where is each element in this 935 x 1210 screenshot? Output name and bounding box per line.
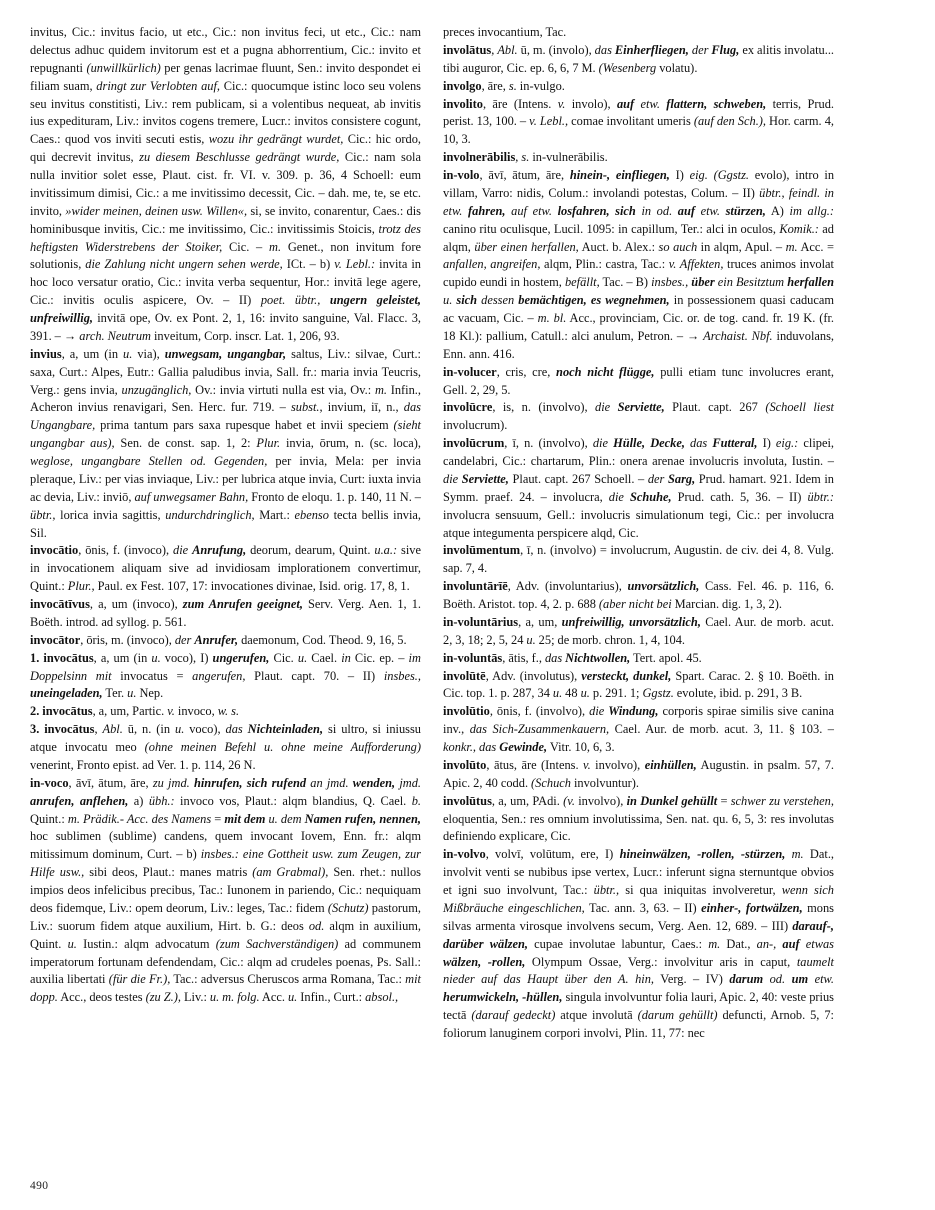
dictionary-entry: invocātor, ōris, m. (invoco), der Anrufer, daemonum, Cod. Theod. 9, 16, 5.: [30, 632, 407, 647]
dictionary-entry: involgo, āre, s. in-vulgo.: [443, 78, 565, 93]
dictionary-entry: invocātīvus, a, um (invoco), zum Anrufen geeignet, Serv. Verg. Aen. 1, 1. Boëth. introd. ad syllog. p. 561.: [30, 597, 421, 629]
dictionary-entry: involūtē, Adv. (involutus), versteckt, dunkel, Spart. Carac. 2. § 10. Boëth. in Cic. top. 1. p. 287, 34 u. 48 u. p. 291. 1; Ggstz. evolute, ibid. p. 291, 3 B.: [443, 668, 834, 701]
dictionary-entry: in-voco, āvī, ātum, āre, zu jmd. hinrufen, sich rufend an jmd. wenden, jmd. anrufen, anflehen, a) übh.: invoco vos, Plaut.: alqm blandius, Q. Cael. b. Quint.: m. Prädik.- Acc. des Namens = mit dem u. dem Namen rufen, nennen, hoc sublimen (sublime) candens, quem invocant Iovem, Enn. fr.: alqm mitissimum dominum, Curt. – b) insbes.: eine Gottheit usw. zum Zeugen, zur Hilfe usw., sibi deos, Plaut.: manes matris (am Grabmal), Sen. rhet.: nullos impios deos infelicibus precibus, Tac.: Iunonem in pariendo, Cic.: nequiquam deos fidemque, Liv.: opem deorum, Liv.: leges, Tac.: fidem (Schutz) pastorum, Liv.: suorum fidem atque auxilium, Hirt. b. G.: deos od. alqm in auxilium, Quint. u. Iustin.: alqm advocatum (zum Sachverständigen) ad communem imperatorum fortunam defendendam, Cic.: alqm ad crudeles poenas, Ps. Sall.: auxilia libertati (für die Fr.), Tac.: adversus Cheruscos arma Romana, Tac.: mit dopp. Acc., deos testes (zu Z.), Liv.: u. m. folg. Acc. u. Infin., Curt.: absol.,: [30, 775, 422, 1005]
dictionary-entry: involuntārīē, Adv. (involuntarius), unvorsätzlich, Cass. Fel. 46. p. 116, 6. Boëth. Aristot. top. 4, 2. p. 688 (aber nicht bei Marcian. dig. 1, 3, 2).: [443, 579, 834, 611]
page-columns: [30, 24, 906, 1174]
dictionary-entry: involūmentum, ī, n. (involvo) = involucrum, Augustin. de civ. dei 4, 8. Vulg. sap. 7, 4.: [443, 543, 834, 576]
dictionary-entry: preces invocantium, Tac.: [443, 25, 567, 39]
dictionary-entry: involūcrum, ī, n. (involvo), die Hülle, Decke, das Futteral, I) eig.: clipei, candelabri, Cic.: chartarum, Plin.: onera arenae involucris involuta, Iustin. – die Serviette, Plaut. capt. 267 Schoell. – der Sarg, Prud. hamart. 921. Idem in Symm. praef. 24. – involucra, die Schuhe, Prud. cath. 5, 36. – II) übtr.: involucra sensuum, Gell.: involucris simulationum tegi, Cic.: per involucra atque integumenta perspicere alqd, Cic.: [443, 436, 835, 540]
dictionary-entry: involito, āre (Intens. v. involo), auf etw. flattern, schweben, terris, Prud. perist. 13, 100. – v. Lebl., comae involitant umeris (auf den Sch.), Hor. carm. 4, 10, 3.: [443, 96, 834, 147]
dictionary-entry: in-voluntās, ātis, f., das Nichtwollen, Tert. apol. 45.: [443, 650, 702, 665]
dictionary-entry: involnerābilis, s. in-vulnerābilis.: [443, 150, 608, 165]
dictionary-entry: invitus, Cic.: invitus facio, ut etc., Cic.: non invitus feci, ut etc., Cic.: nam delectus adhuc quidem invitorum est et a pugna abhorrentium, Cic.: invito et repugnanti (unwillkürlich) per genas lacrimae fluunt, Sen.: invito despondet ei filiam suam, dringt zur Verlobten auf, Cic.: quocumque istinc loco seu volens seu invitus constitisti, Liv.: rem publicam, si a volentibus nequeat, ab invitis ius expedituram, Liv.: invitos cogens tremere, Lucr.: invitos consistere cogunt, Caes.: quod vos inviti secuti estis, wozu ihr gedrängt wurdet, Cic.: hic ordo, qui decrevit invitus, zu diesem Beschlusse gedrängt wurde, Cic.: nam sola nulla invitior solet esse, Plaut. cist. fr. VI. v. 309. p. 36, 4 Schoell: eum invitissimum dimisi, Cic.: a me invitissimo decessit, Cic. – dah. me, te, se etc. invito, »wider meinen, deinen usw. Willen«, si, se invito, conarentur, Caes.: dis hominibusque invitis, Cic.: me invitissimo, Cic.: invitissimis Stoicis, trotz des heftigsten Widerstrebens der Stoiker, Cic. – m. Genet., non invitum fore solutionis, die Zahlung nicht ungern sehen werde, ICt. – b) v. Lebl.: invita in hoc loco versatur oratio, Cic.: invita verba sequentur, Hor.: invitā lege agere, Cic.: invitis oculis aspicere, Ov. – II) poet. übtr., ungern geleistet, unfreiwillig, invitā ope, Ov. ex Pont. 2, 1, 16: invito sanguine, Val. Flacc. 3, 391. – → arch. Neutrum inveitum, Corp. inscr. Lat. 1, 206, 93.: [30, 25, 422, 343]
dictionary-entry: involūto, ātus, āre (Intens. v. involvo), einhüllen, Augustin. in psalm. 57, 7. Apic. 2, 40 codd. (Schuch involvuntur).: [443, 757, 835, 790]
dictionary-entry: involātus, Abl. ū, m. (involo), das Einherfliegen, der Flug, ex alitis involatu... tibi auguror, Cic. ep. 6, 6, 7 M. (Wesenberg volatu).: [443, 42, 835, 75]
dictionary-entry: involūtio, ōnis, f. (involvo), die Windung, corporis spirae similis sive canina inv., das Sich-Zusammenkauern, Cael. Aur. de morb. acut. 3, 11. § 103. – konkr., das Gewinde, Vitr. 10, 6, 3.: [443, 704, 834, 754]
dictionary-entry: invocātio, ōnis, f. (invoco), die Anrufung, deorum, dearum, Quint. u.a.: sive in invocationem aliquam sive ad invidiosam implorationem convertimur, Quint.: Plur., Paul. ex Fest. 107, 17: invocationes divinae, Isid. orig. 17, 8, 1.: [30, 543, 421, 594]
dictionary-entry: invius, a, um (in u. via), unwegsam, ungangbar, saltus, Liv.: silvae, Curt.: saxa, Curt.: Alpes, Eutr.: Gallia paludibus invia, Sall. fr.: maria invia Teucris, Verg.: gens invia, unzugänglich, Ov.: invia virtuti nulla est via, Ov.: m. Infin., Acheron invius renavigari, Sen. Herc. fur. 719. – subst., invium, iī, n., das Ungangbare, prima tantum pars saxa rupesque habet et invii speciem (sieht ungangbar aus), Sen. de const. sap. 1, 2: Plur. invia, ōrum, n. (sc. loca), weglose, ungangbare Stellen od. Gegenden, per invia, Mela: per invia pleraque, Liv.: per vias inviaque, Liv.: per lubrica atque invia, Curt: iuxta invia ac devia, Liv.: inviō, auf unwegsamer Bahn, Fronto de eloqu. 1. p. 140, 11 N. – übtr., lorica invia sagittis, undurchdringlich, Mart.: ebenso tecta bellis invia, Sil.: [30, 346, 422, 540]
dictionary-entry: in-volo, āvī, ātum, āre, hinein-, einfliegen, I) eig. (Ggstz. evolo), intro in villam, Varro: nidis, Colum.: involandi potestas, Colum. – II) übtr., feindl. in etw. fahren, auf etw. losfahren, sich in od. auf etw. stürzen, A) im allg.: canino ritu oculisque, Lucil. 1095: in capillum, Ter.: alci in oculos, Komik.: ad alqm, über einen herfallen, Auct. b. Alex.: so auch in alqm, Apul. – m. Acc. = anfallen, angreifen, alqm, Plin.: castra, Tac.: v. Affekten, truces animos involat cupido eundi in hostem, befällt, Tac. – B) insbes., über ein Besitztum herfallen u. sich dessen bemächtigen, es wegnehmen, in possessionem quasi caducam ac vacuam, Cic. – m. bl. Acc., provinciam, Cic. or. de tog. cand. fr. 19 K. (fr. 18 Kl.): pallium, Catull.: alci anulum, Petron. – → Archaist. Nbf. induvolans, Enn. ann. 416.: [443, 168, 835, 361]
dictionary-entry: in-volucer, cris, cre, noch nicht flügge, pulli etiam tunc involucres erant, Gell. 2, 29, 5.: [443, 364, 834, 397]
left-column: [30, 24, 421, 1174]
dictionary-entry: involūtus, a, um, PAdi. (v. involvo), in Dunkel gehüllt = schwer zu verstehen, eloquentia, Sen.: res omnium involutissima, Sen. nat. qu. 6, 5, 3: res involutas definiendo explicare, Cic.: [443, 793, 834, 844]
dictionary-entry: 2. invocātus, a, um, Partic. v. invoco, w. s.: [30, 704, 240, 719]
right-column: [443, 24, 834, 1174]
dictionary-entry: in-volvo, volvī, volūtum, ere, I) hineinwälzen, -rollen, -stürzen, m. Dat., involvit venti se nubibus ipse vertex, Lucr.: inferunt signa sternuntque obvios et igni suo involvunt, Tac.: übtr., si qua iniquitas involveretur, wenn sich Mißbräuche eingeschlichen, Tac. ann. 3, 63. – II) einher-, fortwälzen, mons silvas armenta virosque involvens secum, Verg. Aen. 12, 689. – III) darauf-, darüber wälzen, cupae involutae labuntur, Caes.: m. Dat., an-, auf etwas wälzen, -rollen, Olympum Ossae, Verg.: involvitur aris in caput, taumelt nieder auf das Haupt über den A. hin, Verg. – IV) darum od. um etw. herumwickeln, -hüllen, singula involvuntur folia lauri, Apic. 2, 40: veste prius tectā (darauf gedeckt) atque involutā (darum gehüllt) defuncti, Arnob. 5, 7: foliorum lanuginem corpori involvi, Plin. 11, 77: nec: [443, 847, 835, 1040]
dictionary-entry: in-voluntārius, a, um, unfreiwillig, unvorsätzlich, Cael. Aur. de morb. acut. 2, 3, 18; 2, 5, 24 u. 25; de morb. chron. 1, 4, 104.: [443, 614, 834, 647]
page-number: 490: [30, 1180, 49, 1192]
dictionary-entry: 1. invocātus, a, um (in u. voco), I) ungerufen, Cic. u. Cael. in Cic. ep. – im Doppelsinn mit invocatus = angerufen, Plaut. capt. 70. – II) insbes., uneingeladen, Ter. u. Nep.: [30, 650, 422, 701]
dictionary-entry: involūcre, is, n. (involvo), die Serviette, Plaut. capt. 267 (Schoell liest involucrum).: [443, 400, 834, 433]
dictionary-entry: 3. invocātus, Abl. ū, n. (in u. voco), das Nichteinladen, si ultro, si iniussu atque invocatu meo (ohne meinen Befehl u. ohne meine Aufforderung) venerint, Fronto epist. ad Ver. 1. p. 114, 26 N.: [30, 722, 421, 772]
